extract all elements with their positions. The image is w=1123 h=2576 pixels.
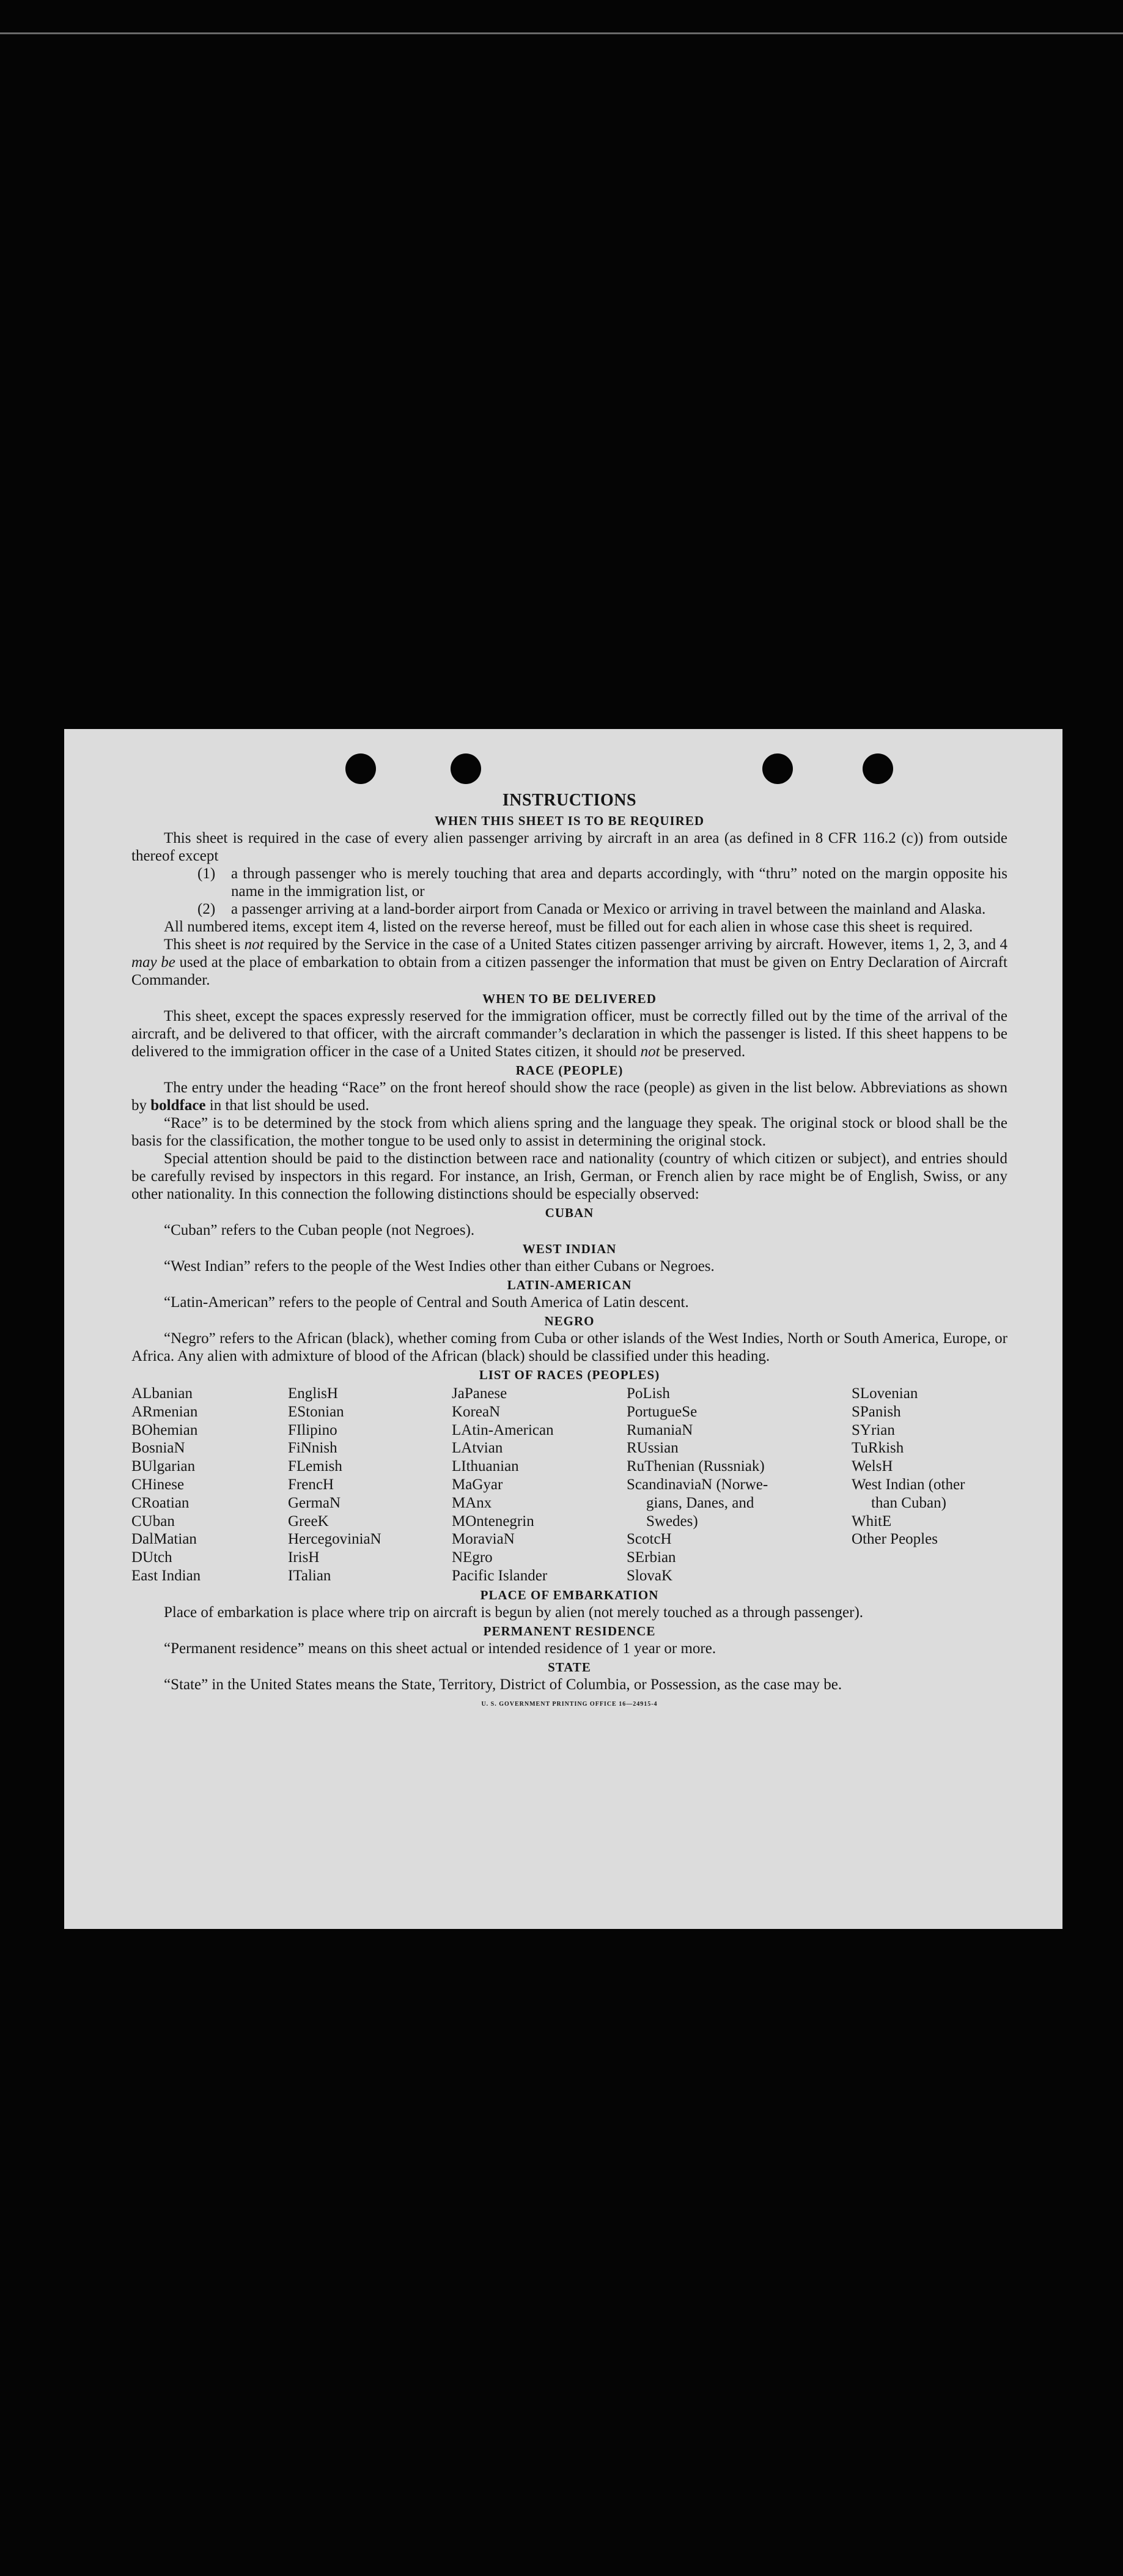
section-heading: PLACE OF EMBARKATION [480,1587,659,1602]
race-item: Pacific Islander [452,1567,548,1584]
race-item: EnglisH [288,1385,338,1402]
race-item: NEgro [452,1549,493,1566]
race-item: SYrian [852,1421,895,1438]
race-item: CRoatian [131,1494,190,1511]
race-item: FLemish [288,1458,342,1475]
paragraph [131,936,1007,989]
emphasis: not [244,936,264,953]
race-item: DUtch [131,1549,172,1566]
race-item: SLovenian [852,1385,918,1402]
punch-hole [863,753,893,784]
paragraph: a through passenger who is merely touching that area and departs accordingly, with “thru” noted on the margin opposite his name in the immigration list, or [231,865,1007,900]
paragraph [131,1007,1007,1060]
paragraph: a passenger arriving at a land-border airport from Canada or Mexico or arriving in travel between the mainland and Alaska. [231,901,986,917]
race-item: SPanish [852,1403,901,1420]
section-heading: PERMANENT RESIDENCE [483,1623,656,1638]
text-run: This sheet is [164,936,245,953]
text-run: This sheet, except the spaces expressly reserved for the immigration officer, must be correctly filled out by the time of the arrival of the aircraft, and be delivered to that officer, with the aircraft commander’s declaration in which the passenger is listed. If this sheet happens to be delivered to the immigration officer in the case of a United States citizen, it should [131,1008,1007,1060]
race-item: MOntenegrin [452,1512,534,1530]
race-item: FrencH [288,1476,334,1493]
text-run: used at the place of embarkation to obtain from a citizen passenger the information that must be given on Entry Declaration of Aircraft Commander. [131,954,1008,988]
race-item: WhitE [852,1512,892,1530]
race-item: West Indian (other [852,1476,965,1493]
races-column [131,1385,288,1585]
text-run: The entry under the heading “Race” on the front hereof should show the race (people) as given in the list below. Abbreviations as shown by [131,1079,1007,1114]
races-column [852,1385,1007,1585]
race-item: ALbanian [131,1385,193,1402]
race-item: BosniaN [131,1440,185,1457]
printer-imprint: U. S. GOVERNMENT PRINTING OFFICE 16—24915-4 [481,1700,658,1708]
race-item: GermaN [288,1494,341,1511]
races-list [131,1385,1007,1585]
item-number: (1) [197,865,216,882]
race-item: DalMatian [131,1531,197,1548]
exception-item [131,900,1007,918]
race-item: MAnx [452,1494,492,1511]
race-item: ITalian [288,1567,331,1584]
paragraph: “Cuban” refers to the Cuban people (not Negroes). [164,1222,475,1238]
race-item: ScandinaviaN (Norwe- [627,1476,768,1493]
race-item: RumaniaN [627,1421,693,1438]
race-item: PortugueSe [627,1403,698,1420]
race-item: FIlipino [288,1421,337,1438]
races-column [452,1385,627,1585]
race-item-continued: Swedes) [646,1512,698,1530]
race-item: JaPanese [452,1385,507,1402]
race-item: CUban [131,1512,175,1530]
section-heading: CUBAN [545,1205,594,1220]
paragraph: This sheet is required in the case of every alien passenger arriving by aircraft in an area (as defined in 8 CFR 116.2 (c)) from outside thereof except [131,830,1007,864]
punch-hole [762,753,793,784]
race-item: SlovaK [627,1567,672,1584]
race-item: ScotcH [627,1531,672,1548]
race-item: LIthuanian [452,1458,519,1475]
race-item: Other Peoples [852,1531,938,1548]
race-item: East Indian [131,1567,201,1584]
paragraph: Place of embarkation is place where trip on aircraft is begun by alien (not merely touched as a through passenger). [164,1604,864,1621]
race-item: CHinese [131,1476,185,1493]
race-item: KoreaN [452,1403,501,1420]
race-item: GreeK [288,1512,329,1530]
race-item-continued: gians, Danes, and [646,1494,754,1511]
races-column [627,1385,852,1585]
races-column [288,1385,452,1585]
emphasis: may be [131,954,175,971]
race-item: SErbian [627,1549,676,1566]
section-heading: NEGRO [544,1314,595,1328]
race-item: MaGyar [452,1476,503,1493]
instruction-sheet [64,729,1062,1929]
bold-text: boldface [150,1097,206,1114]
emphasis: not [640,1043,660,1060]
punch-hole [345,753,376,784]
paragraph: “Race” is to be determined by the stock from which aliens spring and the language they speak. The original stock or blood shall be the basis for the classification, the mother tongue to be used only to assist in determining the original stock. [131,1115,1007,1149]
race-item: TuRkish [852,1440,904,1457]
item-number: (2) [197,901,216,917]
text-run: in that list should be used. [205,1097,369,1114]
section-heading: WHEN THIS SHEET IS TO BE REQUIRED [434,813,705,828]
paragraph: “Negro” refers to the African (black), whether coming from Cuba or other islands of the West Indies, North or South America, Europe, or Africa. Any alien with admixture of blood of the African (black) should be classified under this heading. [131,1330,1007,1364]
race-item: BUlgarian [131,1458,196,1475]
exception-item [131,865,1007,900]
race-item: EStonian [288,1403,344,1420]
page-title: INSTRUCTIONS [502,791,637,810]
paragraph: All numbered items, except item 4, listed on the reverse hereof, must be filled out for each alien in whose case this sheet is required. [164,919,973,935]
race-item: ARmenian [131,1403,198,1420]
race-item-continued: than Cuban) [871,1494,946,1511]
paragraph: “West Indian” refers to the people of the West Indies other than either Cubans or Negroes. [164,1258,715,1275]
paragraph: “State” in the United States means the State, Territory, District of Columbia, or Possession, as the case may be. [164,1676,842,1693]
section-heading: LATIN-AMERICAN [507,1278,632,1292]
paragraph: Special attention should be paid to the distinction between race and nationality (country of which citizen or subject), and entries should be carefully revised by inspectors in this regard. For instance, an Irish, German, or French alien by race might be of English, Swiss, or any other nationality. In this connection the following distinctions should be especially observed: [131,1150,1007,1202]
top-edge-rule [0,32,1123,34]
section-heading: WHEN TO BE DELIVERED [482,991,657,1006]
text-run: required by the Service in the case of a United States citizen passenger arriving by aircraft. However, items 1, 2, 3, and 4 [263,936,1007,953]
paragraph: “Permanent residence” means on this sheet actual or intended residence of 1 year or more. [164,1640,716,1657]
paragraph: “Latin-American” refers to the people of Central and South America of Latin descent. [164,1294,689,1311]
race-item: HercegoviniaN [288,1531,381,1548]
section-heading: RACE (PEOPLE) [515,1063,624,1078]
race-item: WelsH [852,1458,893,1475]
race-item: BOhemian [131,1421,198,1438]
text-run: be preserved. [660,1043,746,1060]
race-item: FiNnish [288,1440,337,1457]
section-heading: WEST INDIAN [522,1242,617,1256]
paragraph [131,1079,1007,1114]
punch-hole [451,753,481,784]
race-item: RuThenian (Russniak) [627,1458,765,1475]
race-item: PoLish [627,1385,670,1402]
race-item: LAtvian [452,1440,503,1457]
section-heading: LIST OF RACES (PEOPLES) [479,1368,660,1382]
race-item: RUssian [627,1440,679,1457]
race-item: MoraviaN [452,1531,515,1548]
race-item: LAtin-American [452,1421,554,1438]
section-heading: STATE [548,1659,591,1675]
race-item: IrisH [288,1549,320,1566]
